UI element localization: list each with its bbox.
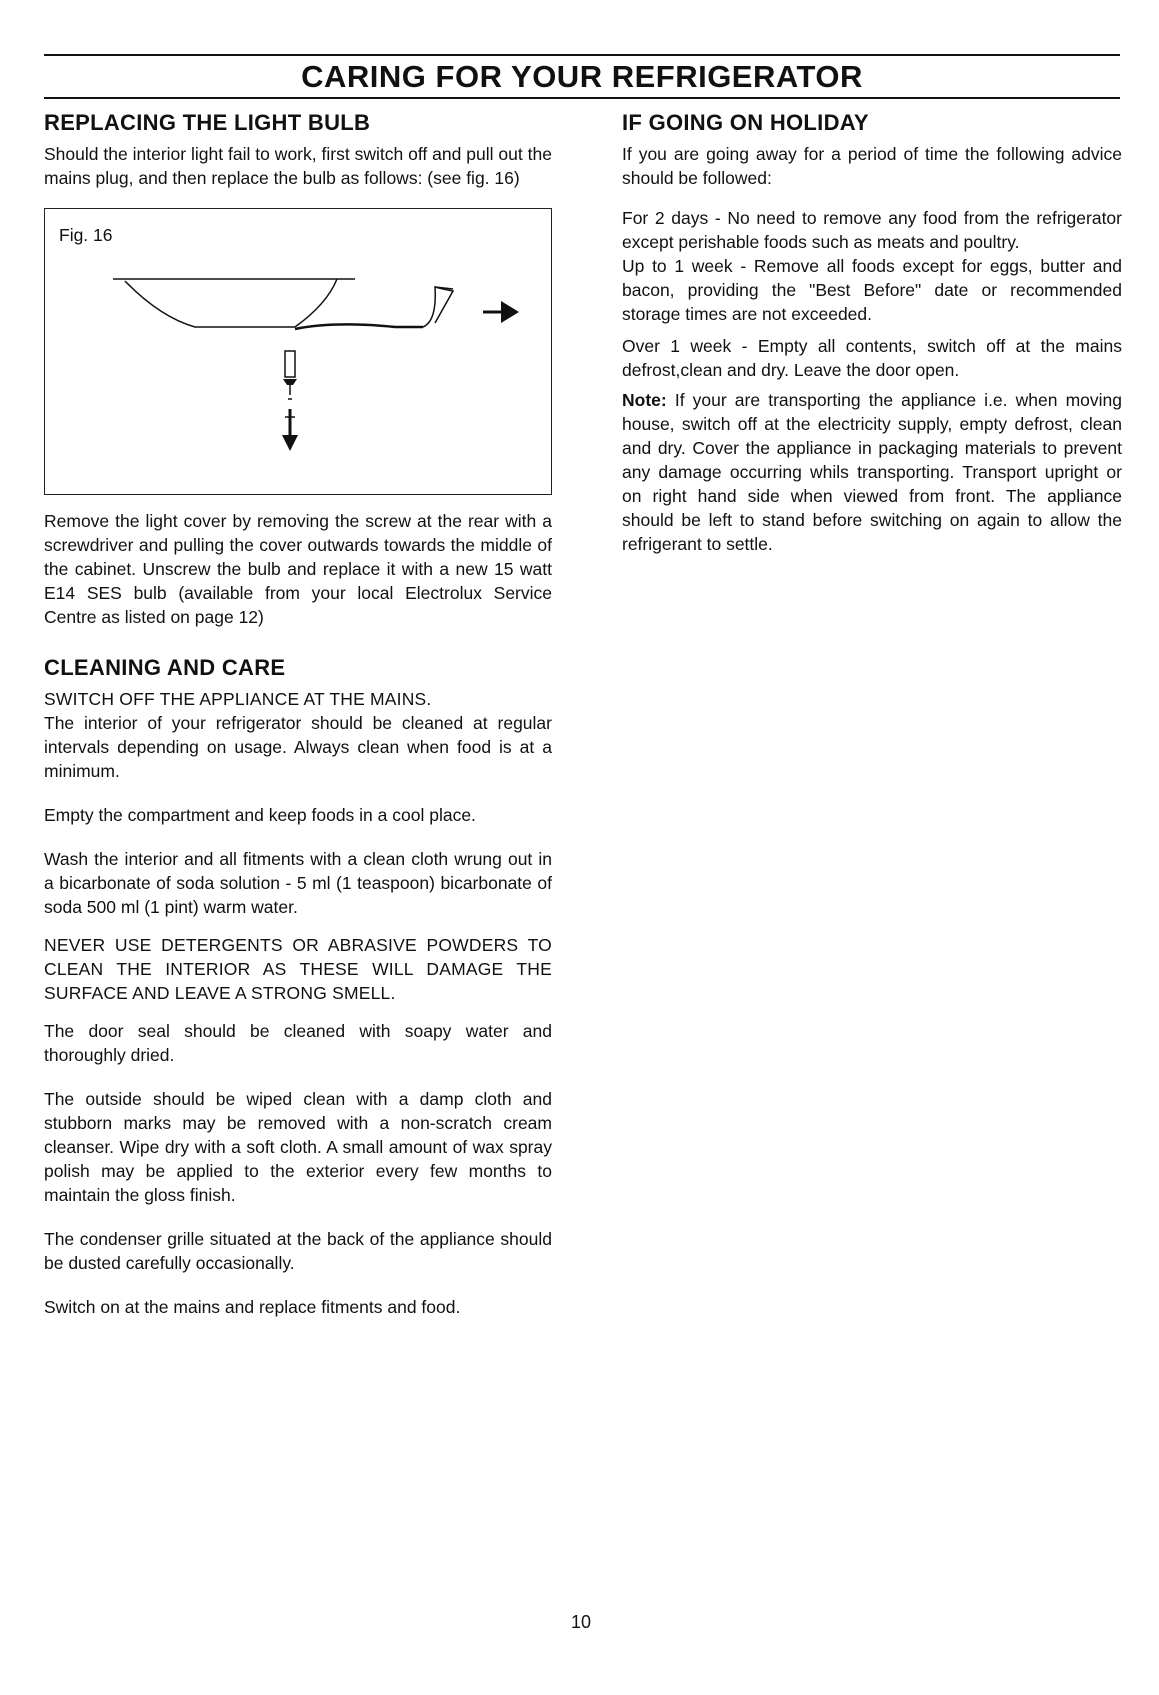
title-rule: [44, 97, 1120, 99]
cleaning-heading: CLEANING AND CARE: [44, 655, 286, 680]
light-bulb-intro: Should the interior light fail to work, first switch off and pull out the mains plug, and then replace the bulb as follows: (see fig. 16): [44, 144, 552, 188]
holiday-note: [622, 388, 1122, 556]
cleaning-section: [44, 655, 552, 1319]
light-bulb-heading: REPLACING THE LIGHT BULB: [44, 110, 371, 135]
left-column: [44, 110, 552, 1333]
light-bulb-section: [44, 110, 552, 629]
holiday-section: [622, 110, 1122, 556]
cleaning-paragraph-7: Switch on at the mains and replace fitments and food.: [44, 1297, 461, 1317]
holiday-over-week: Over 1 week - Empty all contents, switch off at the mains defrost,clean and dry. Leave the door open.: [622, 336, 1122, 380]
light-bulb-instructions: Remove the light cover by removing the screw at the rear with a screwdriver and pulling the cover outwards towards the middle of the cabinet. Unscrew the bulb and replace it with a new 15 watt E14 SES bulb (available from your local Electrolux Service Centre as listed on page 12): [44, 511, 552, 627]
cleaning-paragraph-1: The interior of your refrigerator should be cleaned at regular intervals depending on usage. Always clean when food is at a minimum.: [44, 713, 552, 781]
page-title: CARING FOR YOUR REFRIGERATOR: [301, 59, 863, 94]
cleaning-paragraph-3: Wash the interior and all fitments with a clean cloth wrung out in a bicarbonate of soda solution - 5 ml (1 teaspoon) bicarbonate of soda 500 ml (1 pint) warm water.: [44, 849, 552, 917]
cleaning-paragraph-4: The door seal should be cleaned with soapy water and thoroughly dried.: [44, 1021, 552, 1065]
note-label: Note:: [622, 390, 667, 410]
page-number: 10: [571, 1612, 592, 1632]
light-cover-diagram: [45, 209, 551, 494]
holiday-intro: If you are going away for a period of time the following advice should be followed:: [622, 144, 1122, 188]
figure-label: Fig. 16: [59, 225, 113, 245]
figure-16: [44, 208, 552, 495]
switch-off-notice: SWITCH OFF THE APPLIANCE AT THE MAINS.: [44, 689, 432, 709]
cleaning-paragraph-5: The outside should be wiped clean with a damp cloth and stubborn marks may be removed with a non-scratch cream cleanser. Wipe dry with a soft cloth. A small amount of wax spray polish may be applied to the exterior every few months to maintain the gloss finish.: [44, 1089, 552, 1205]
holiday-heading: IF GOING ON HOLIDAY: [622, 110, 869, 135]
top-rule: [44, 54, 1120, 56]
note-text: If your are transporting the appliance i.e. when moving house, switch off at the electricity supply, empty defrost, clean and dry. Cover the appliance in packaging materials to prevent any damage occurring whils transporting. Transport upright or on right hand side when viewed from front. The appliance should be left to stand before switching on again to allow the refrigerant to settle.: [622, 390, 1122, 554]
right-column: [622, 110, 1122, 570]
holiday-two-days: For 2 days - No need to remove any food from the refrigerator except perishable foods such as meats and poultry.: [622, 208, 1122, 252]
cleaning-paragraph-2: Empty the compartment and keep foods in a cool place.: [44, 805, 476, 825]
holiday-one-week: Up to 1 week - Remove all foods except for eggs, butter and bacon, providing the "Best Before" date or recommended storage times are not exceeded.: [622, 256, 1122, 324]
cleaning-paragraph-6: The condenser grille situated at the back of the appliance should be dusted carefully occasionally.: [44, 1229, 552, 1273]
cleaning-warning: NEVER USE DETERGENTS OR ABRASIVE POWDERS TO CLEAN THE INTERIOR AS THESE WILL DAMAGE THE SURFACE AND LEAVE A STRONG SMELL.: [44, 935, 552, 1003]
